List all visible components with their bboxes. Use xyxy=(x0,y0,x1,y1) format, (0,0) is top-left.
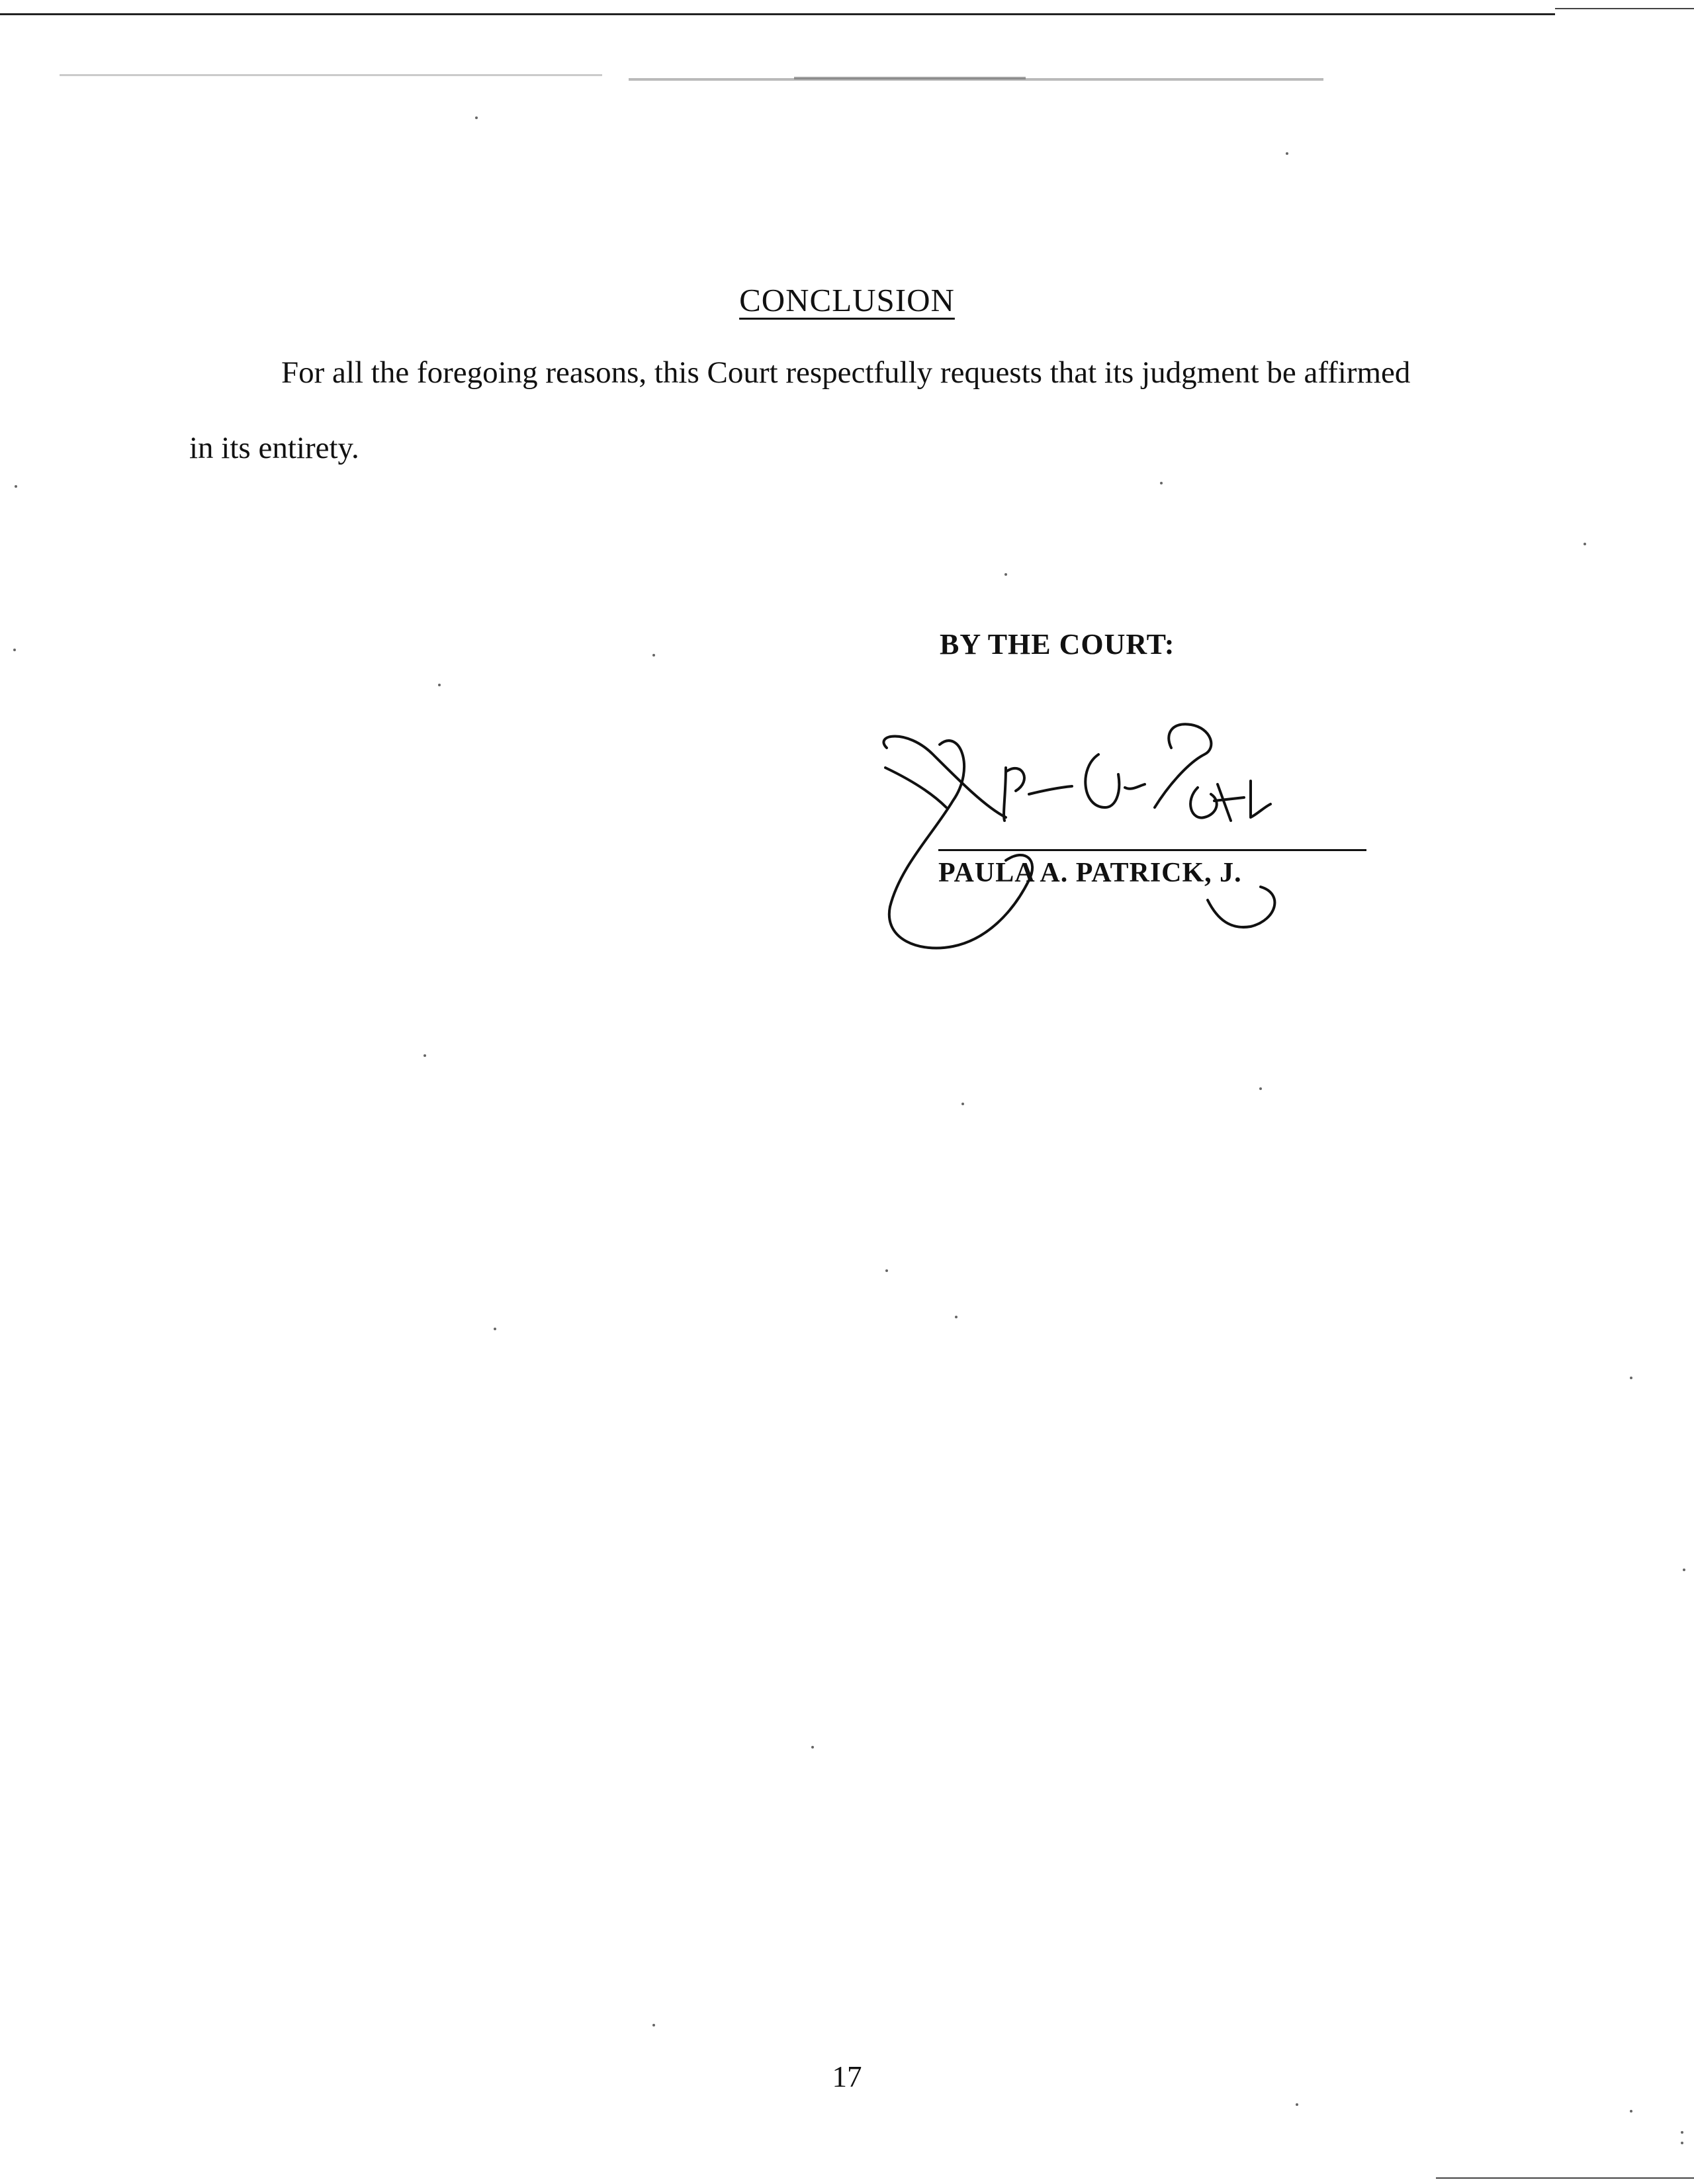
bottom-border-rule xyxy=(1436,2177,1694,2179)
by-the-court-label: BY THE COURT: xyxy=(940,628,1175,660)
top-border-rule xyxy=(0,13,1555,15)
paragraph-line: For all the foregoing reasons, this Court respectfully requests that its judgment be affirmed xyxy=(281,355,1411,390)
handwritten-signature xyxy=(860,708,1363,960)
paragraph-line: in its entirety. xyxy=(189,431,359,465)
page-number: 17 xyxy=(832,2060,862,2093)
heading-text: CONCLUSION xyxy=(739,282,955,318)
section-heading xyxy=(0,281,1694,319)
top-border-rule-right xyxy=(1555,8,1694,9)
judge-name: PAULA A. PATRICK, J. xyxy=(938,858,1242,888)
